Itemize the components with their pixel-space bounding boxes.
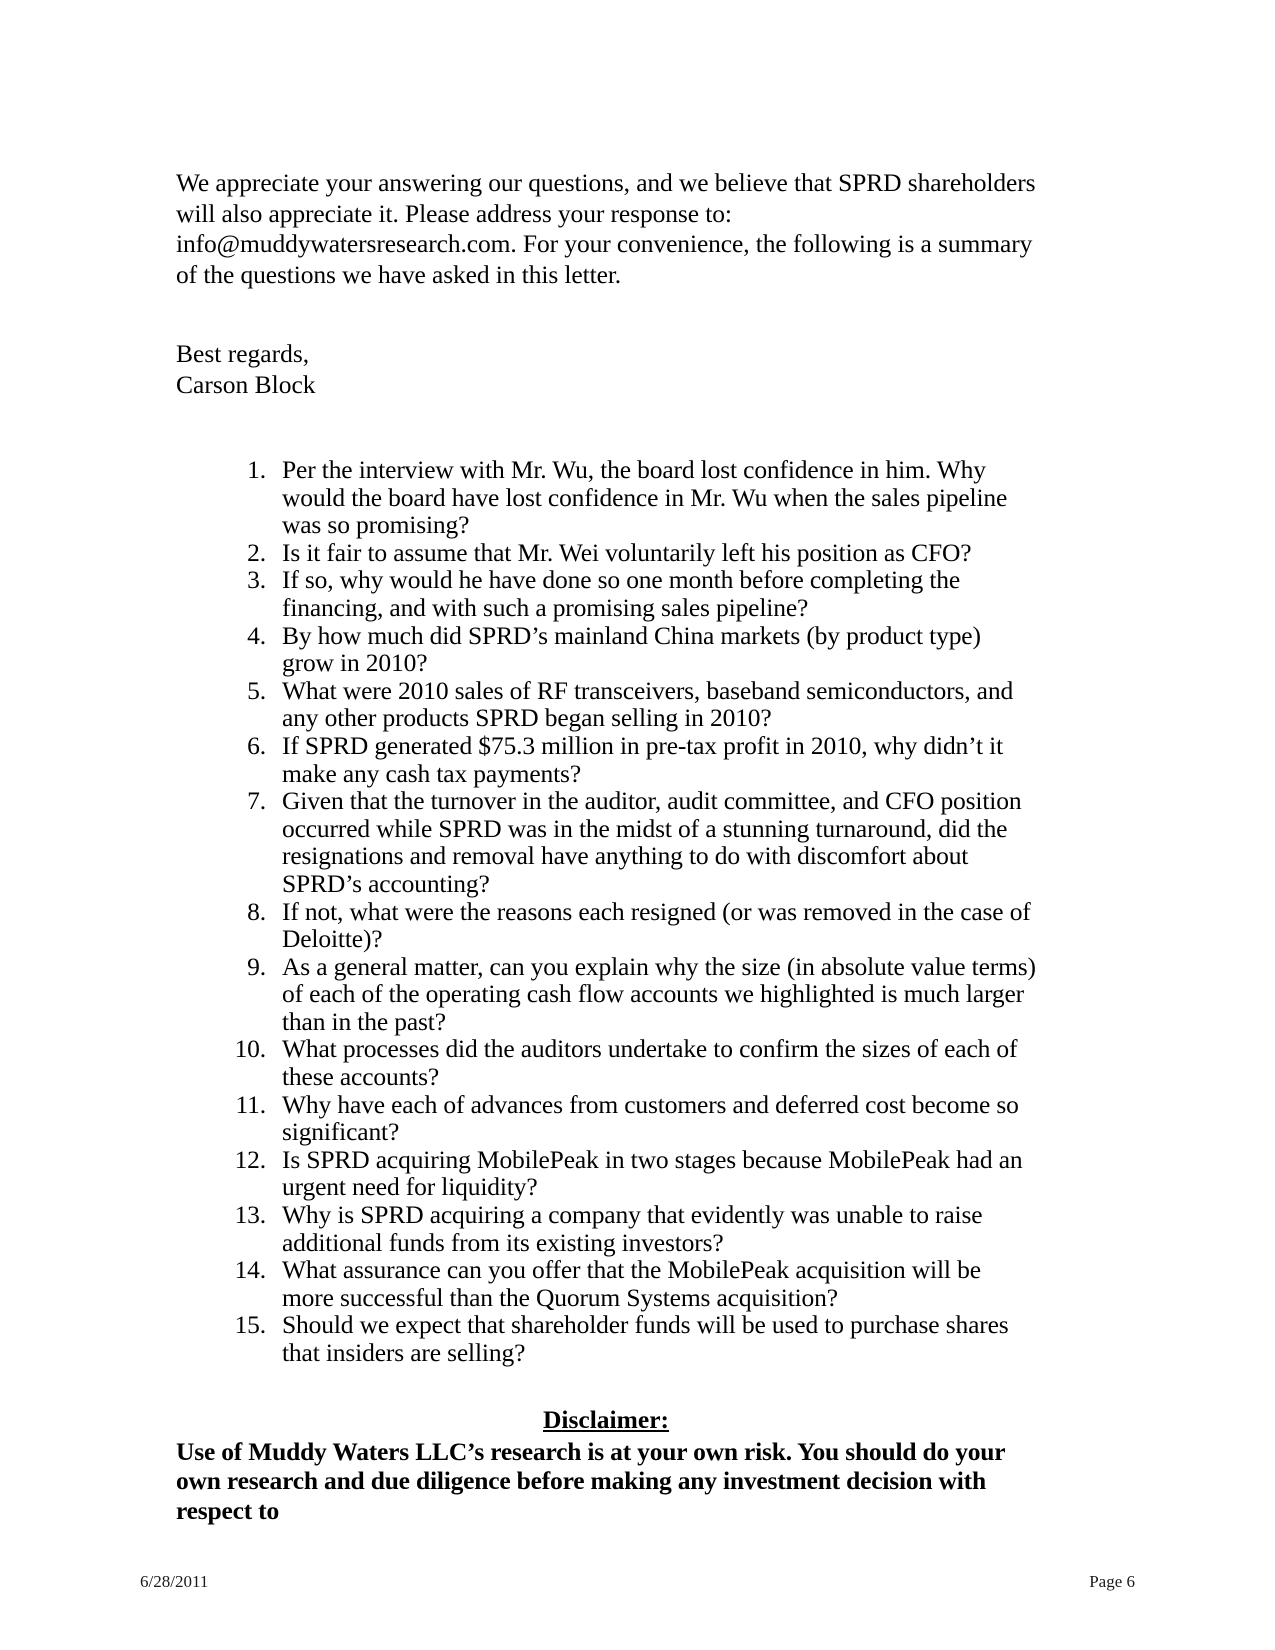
list-item xyxy=(210,1091,1036,1146)
page-content xyxy=(176,168,1036,1525)
question-text: What were 2010 sales of RF transceivers, baseband semiconductors, and any other products SPRD began selling in 2010? xyxy=(282,675,1014,733)
page-footer xyxy=(140,1572,1135,1592)
question-text: What processes did the auditors undertake to confirm the sizes of each of these accounts? xyxy=(282,1034,1018,1092)
question-text: Why have each of advances from customers and deferred cost become so significant? xyxy=(282,1089,1019,1147)
list-item xyxy=(210,898,1036,953)
list-item xyxy=(210,953,1036,1036)
list-item xyxy=(210,1035,1036,1090)
questions-list xyxy=(176,456,1036,1367)
list-item xyxy=(210,732,1036,787)
list-item xyxy=(210,787,1036,897)
disclaimer-heading: Disclaimer: xyxy=(542,1404,670,1434)
question-text: Should we expect that shareholder funds will be used to purchase shares that insiders are selling? xyxy=(282,1310,1009,1367)
list-item xyxy=(210,566,1036,621)
list-item xyxy=(210,456,1036,539)
footer-page-number: Page 6 xyxy=(1089,1572,1135,1591)
question-text: If not, what were the reasons each resigned (or was removed in the case of Deloitte)? xyxy=(282,896,1031,954)
list-item xyxy=(210,1256,1036,1311)
question-text: If so, why would he have done so one month before completing the financing, and with such a promising sales pipeline? xyxy=(282,565,961,622)
list-item xyxy=(210,622,1036,677)
disclaimer-body-text: Use of Muddy Waters LLC’s research is at your own risk. You should do your own research and due diligence before making any investment decision with respect to xyxy=(176,1436,1005,1525)
footer-date: 6/28/2011 xyxy=(140,1572,209,1591)
spacer-before-list xyxy=(176,400,1036,456)
question-text: Why is SPRD acquiring a company that evidently was unable to raise additional funds from its existing investors? xyxy=(282,1200,983,1257)
question-text: Given that the turnover in the auditor, audit committee, and CFO position occurred while SPRD was in the midst of a stunning turnaround, did the resignations and removal have anything to do with discomfort about SPRD’s accounting? xyxy=(282,786,1022,898)
question-text: Per the interview with Mr. Wu, the board lost confidence in him. Why would the board have lost confidence in Mr. Wu when the sales pipeline was so promising? xyxy=(282,455,1008,540)
list-item xyxy=(210,539,1036,567)
question-text: By how much did SPRD’s mainland China markets (by product type) grow in 2010? xyxy=(282,620,981,678)
list-item xyxy=(210,677,1036,732)
question-text: If SPRD generated $75.3 million in pre-tax profit in 2010, why didn’t it make any cash tax payments? xyxy=(282,730,1004,788)
list-item xyxy=(210,1201,1036,1256)
signature-block xyxy=(176,339,1036,400)
closing-salutation: Best regards, xyxy=(176,339,310,368)
intro-paragraph: We appreciate your answering our questions, and we believe that SPRD shareholders will also appreciate it. Please address your response to: info@muddywatersresearch.com. For your convenience, the following is a summary of the questions we have asked in this letter. xyxy=(176,168,1036,289)
disclaimer-section xyxy=(176,1405,1036,1526)
list-item xyxy=(210,1311,1036,1366)
spacer-after-intro xyxy=(176,290,1036,339)
question-text: Is it fair to assume that Mr. Wei voluntarily left his position as CFO? xyxy=(282,537,972,567)
question-text: As a general matter, can you explain why the size (in absolute value terms) of each of the operating cash flow accounts we highlighted is much larger than in the past? xyxy=(282,951,1036,1036)
signature-name: Carson Block xyxy=(176,369,316,399)
question-text: What assurance can you offer that the MobilePeak acquisition will be more successful than the Quorum Systems acquisition? xyxy=(282,1255,981,1312)
list-item xyxy=(210,1146,1036,1201)
question-text: Is SPRD acquiring MobilePeak in two stages because MobilePeak had an urgent need for liquidity? xyxy=(282,1144,1023,1202)
